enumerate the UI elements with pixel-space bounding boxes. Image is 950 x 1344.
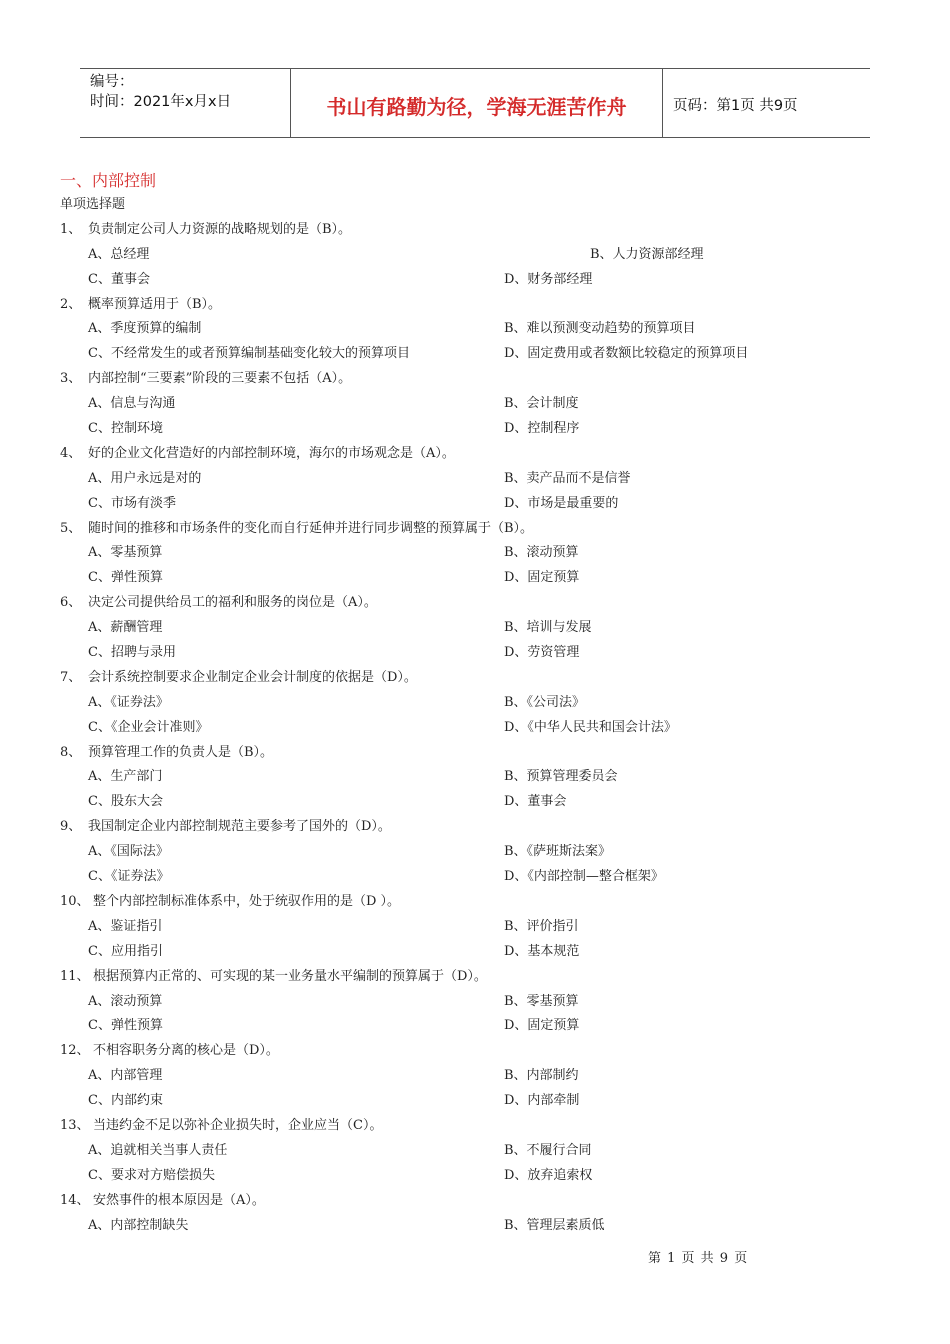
document-time-label: 时间：2021年x月x日 <box>90 94 232 110</box>
option-b: B、会计制度 <box>504 396 579 412</box>
question-9 <box>60 815 890 890</box>
option-b: B、人力资源部经理 <box>590 246 704 262</box>
option-b: B、内部制约 <box>504 1068 579 1084</box>
question-10 <box>60 890 890 965</box>
question-number: 9、 <box>60 819 82 835</box>
question-number: 7、 <box>60 669 82 685</box>
document-number-label: 编号： <box>90 74 134 90</box>
question-text: 概率预算适用于（B）。 <box>88 296 222 312</box>
question-text: 决定公司提供给员工的福利和服务的岗位是（A）。 <box>88 595 377 611</box>
option-a: A、信息与沟通 <box>88 396 176 412</box>
question-6 <box>60 591 890 666</box>
option-d: D、《内部控制—整合框架》 <box>504 869 664 885</box>
question-12 <box>60 1039 890 1114</box>
question-1 <box>60 218 890 293</box>
option-b: B、管理层素质低 <box>504 1217 605 1233</box>
question-number: 2、 <box>60 296 82 312</box>
option-d: D、控制程序 <box>504 421 580 437</box>
question-number: 10、 <box>60 893 90 909</box>
option-a: A、季度预算的编制 <box>88 321 202 337</box>
option-b: B、卖产品而不是信誉 <box>504 470 631 486</box>
question-8 <box>60 741 890 816</box>
question-4 <box>60 442 890 517</box>
option-b: B、《萨班斯法案》 <box>504 844 612 860</box>
option-a: A、薪酬管理 <box>88 620 163 636</box>
option-c: C、内部约束 <box>88 1093 163 1109</box>
option-a: A、内部控制缺失 <box>88 1217 189 1233</box>
option-c: C、市场有淡季 <box>88 495 176 511</box>
question-number: 14、 <box>60 1192 90 1208</box>
option-a: A、追就相关当事人责任 <box>88 1142 228 1158</box>
option-c: C、董事会 <box>88 271 150 287</box>
header-motto: 书山有路勤为径，学海无涯苦作舟 <box>291 69 663 137</box>
option-b: B、不履行合同 <box>504 1142 592 1158</box>
question-number: 3、 <box>60 371 82 387</box>
option-c: C、控制环境 <box>88 421 163 437</box>
option-a: A、滚动预算 <box>88 993 163 1009</box>
question-text: 会计系统控制要求企业制定企业会计制度的依据是（D）。 <box>88 669 417 685</box>
option-c: C、应用指引 <box>88 943 163 959</box>
option-c: C、《证券法》 <box>88 869 170 885</box>
question-text: 不相容职务分离的核心是（D）。 <box>93 1043 279 1059</box>
document-body <box>60 170 890 1238</box>
header-meta <box>80 69 291 137</box>
question-text: 内部控制“三要素”阶段的三要素不包括（A）。 <box>88 371 352 387</box>
option-c: C、不经常发生的或者预算编制基础变化较大的预算项目 <box>88 346 410 362</box>
question-text: 我国制定企业内部控制规范主要参考了国外的（D）。 <box>88 819 391 835</box>
option-a: A、生产部门 <box>88 769 163 785</box>
option-b: B、培训与发展 <box>504 620 592 636</box>
question-5 <box>60 517 890 592</box>
question-7 <box>60 666 890 741</box>
question-number: 12、 <box>60 1043 90 1059</box>
option-d: D、内部牵制 <box>504 1093 580 1109</box>
option-d: D、财务部经理 <box>504 271 593 287</box>
question-type-label: 单项选择题 <box>60 197 126 212</box>
option-b: B、滚动预算 <box>504 545 579 561</box>
option-a: A、用户永远是对的 <box>88 470 202 486</box>
option-c: C、弹性预算 <box>88 1018 163 1034</box>
section-title: 一、内部控制 <box>60 171 157 190</box>
option-c: C、《企业会计准则》 <box>88 719 209 735</box>
option-a: A、零基预算 <box>88 545 163 561</box>
option-d: D、放弃追索权 <box>504 1167 593 1183</box>
option-a: A、《国际法》 <box>88 844 169 860</box>
question-text: 好的企业文化营造好的内部控制环境，海尔的市场观念是（A）。 <box>88 445 455 461</box>
option-b: B、评价指引 <box>504 918 579 934</box>
header-page-info: 页码：第1页 共9页 <box>673 97 798 114</box>
question-number: 5、 <box>60 520 82 536</box>
question-text: 根据预算内正常的、可实现的某一业务量水平编制的预算属于（D）。 <box>93 968 487 984</box>
option-b: B、难以预测变动趋势的预算项目 <box>504 321 696 337</box>
page-footer: 第 1 页 共 9 页 <box>648 1251 749 1266</box>
option-b: B、零基预算 <box>504 993 579 1009</box>
question-number: 13、 <box>60 1117 90 1133</box>
question-text: 当违约金不足以弥补企业损失时，企业应当（C）。 <box>93 1117 383 1133</box>
question-text: 随时间的推移和市场条件的变化而自行延伸并进行同步调整的预算属于（B）。 <box>88 520 534 536</box>
option-d: D、固定预算 <box>504 570 580 586</box>
option-d: D、固定费用或者数额比较稳定的预算项目 <box>504 346 749 362</box>
option-b: B、《公司法》 <box>504 694 586 710</box>
page-header <box>80 68 870 138</box>
option-a: A、内部管理 <box>88 1068 163 1084</box>
option-c: C、招聘与录用 <box>88 645 176 661</box>
question-number: 8、 <box>60 744 82 760</box>
question-11 <box>60 965 890 1040</box>
question-2 <box>60 293 890 368</box>
option-d: D、固定预算 <box>504 1018 580 1034</box>
question-text: 整个内部控制标准体系中，处于统驭作用的是（D ）。 <box>93 893 401 909</box>
option-c: C、股东大会 <box>88 794 163 810</box>
option-d: D、董事会 <box>504 794 567 810</box>
option-b: B、预算管理委员会 <box>504 769 618 785</box>
question-14 <box>60 1189 890 1239</box>
question-3 <box>60 367 890 442</box>
option-c: C、要求对方赔偿损失 <box>88 1167 215 1183</box>
option-d: D、《中华人民共和国会计法》 <box>504 719 677 735</box>
question-text: 负责制定公司人力资源的战略规划的是（B）。 <box>88 221 352 237</box>
question-number: 1、 <box>60 221 82 237</box>
option-d: D、市场是最重要的 <box>504 495 619 511</box>
question-number: 11、 <box>60 968 90 984</box>
option-c: C、弹性预算 <box>88 570 163 586</box>
question-number: 6、 <box>60 595 82 611</box>
question-text: 预算管理工作的负责人是（B）。 <box>88 744 274 760</box>
question-13 <box>60 1114 890 1189</box>
option-d: D、劳资管理 <box>504 645 580 661</box>
option-a: A、总经理 <box>88 246 150 262</box>
option-a: A、鉴证指引 <box>88 918 163 934</box>
question-number: 4、 <box>60 445 82 461</box>
question-text: 安然事件的根本原因是（A）。 <box>93 1192 265 1208</box>
option-a: A、《证券法》 <box>88 694 169 710</box>
option-d: D、基本规范 <box>504 943 580 959</box>
